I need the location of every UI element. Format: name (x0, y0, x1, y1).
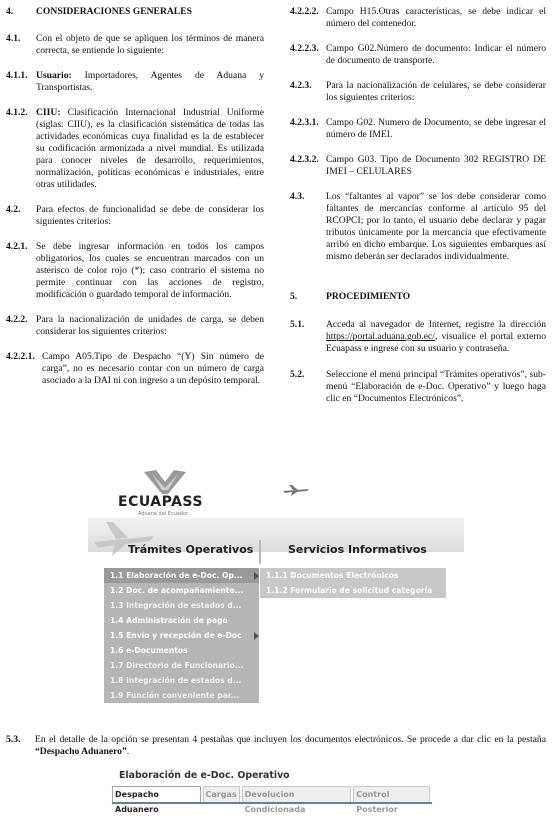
portal-url-link[interactable]: https://portal.aduana.gob.ec/ (326, 331, 435, 342)
tab-control-posterior[interactable]: Control Posterior (353, 786, 430, 802)
heading-text: CONSIDERACIONES GENERALES (36, 6, 192, 17)
item-4-2-2-1 (6, 351, 264, 387)
item-number: 4.1. (6, 33, 21, 44)
ecuapass-logo-icon (142, 468, 188, 496)
item-4-2-2-2 (290, 6, 546, 30)
term-definition: Importadores, Agentes de Aduana y Transportistas. (36, 70, 264, 93)
item-4-2-3-2 (290, 154, 546, 178)
menu-item-1-1[interactable]: 1.1 Elaboración de e-Doc. Op... (104, 568, 259, 583)
item-4-2 (6, 204, 264, 228)
item-text: Para efectos de funcionalidad se debe de considerar los siguientes criterios: (36, 204, 264, 227)
menu-item-1-9[interactable]: 1.9 Función conveniente par... (110, 691, 240, 700)
item-text: Campo G02.Número de documento: Indicar el número de documento de transporte. (326, 43, 546, 66)
heading-text: PROCEDIMIENTO (326, 291, 411, 302)
item-text (326, 319, 546, 355)
menu-item-1-7[interactable]: 1.7 Directorio de Funcionario... (110, 661, 244, 670)
item-text: Para la nacionalización de unidades de carga, se deben considerar los siguientes criterios: (36, 314, 264, 337)
item-4-2-1 (6, 241, 264, 301)
tab-tramites-operativos[interactable]: Trámites Operativos (128, 543, 254, 556)
menu-item-1-3[interactable]: 1.3 Integración de estados d... (110, 601, 242, 610)
tab-cargas[interactable]: Cargas (203, 786, 240, 802)
item-text (35, 734, 546, 758)
submenu-arrow-icon (254, 632, 259, 640)
item-text: Para la nacionalización de celulares, se debe considerar los siguientes criterios: (326, 80, 546, 103)
ecuapass-portal-screenshot (88, 464, 464, 704)
tab-despacho-aduanero[interactable]: Despacho Aduanero (112, 786, 201, 802)
item-text: Campo G02. Numero de Documento, se debe ingresar el número de IMEI. (326, 117, 546, 140)
item-text: Campo H15.Otras características, se debe indicar el número del contenedor. (326, 6, 546, 29)
item-number: 4.2.2.1. (6, 351, 35, 362)
bold-tab-name: “Despacho Aduanero” (35, 746, 127, 757)
item-number: 4. (6, 6, 14, 17)
term-label: Usuario: (36, 70, 72, 81)
item-number: 5.3. (6, 734, 21, 745)
menu-item-1-4[interactable]: 1.4 Administración de pago (110, 616, 228, 625)
screen-title: Elaboración de e-Doc. Operativo (119, 770, 290, 781)
item-4-2-3 (290, 80, 546, 104)
item-text: Se debe ingresar información en todos los campos obligatorios, los cuales se encuentran marcados con un asterisco de color rojo (*); caso contrario el sistema no permite continuar con las acciones de registro, modificación o guardado temporal de información. (36, 241, 264, 300)
item-number: 5.2. (290, 369, 305, 380)
item-text: Con el objeto de que se apliquen los términos de manera correcta, se entiende lo siguiente: (36, 33, 264, 56)
item-4-2-3-1 (290, 117, 546, 141)
item-number: 4.2.3.1. (290, 117, 319, 128)
text-after-bold: . (126, 746, 130, 757)
item-text: Los “faltantes al vapor” se los debe considerar como faltantes de mercancías conforme al artículo 95 del RCOPCI; por lo tanto, el usuario debe declarar y pagar tributos únicamente por la mercancía que efectivamente arribó en dicho embarque. Los siguientes embarques así mismo deberán ser declarados individualmente. (326, 191, 546, 262)
item-5-1 (290, 319, 546, 355)
term-label: CIIU: (36, 107, 61, 118)
tab-devolucion-condicionada[interactable]: Devolucion Condicionada (242, 786, 352, 802)
item-number: 4.2.2.2. (290, 6, 319, 17)
tramites-submenu (104, 568, 259, 703)
elaboracion-submenu (260, 568, 446, 598)
item-4-1-1 (6, 70, 264, 94)
text-before-link: Acceda al navegador de Internet, registre la dirección (326, 319, 546, 330)
tab-servicios-informativos[interactable]: Servicios Informativos (288, 543, 427, 556)
right-column (290, 6, 546, 417)
item-4-2-2-3 (290, 43, 546, 67)
logo-tagline: Aduana del Ecuador (138, 511, 189, 517)
submenu-item-documentos-electronicos[interactable]: 1.1.1 Documentos Electrónicos (266, 571, 399, 580)
item-text (36, 70, 264, 94)
item-number: 4.1.1. (6, 70, 28, 81)
item-number: 4.2. (6, 204, 21, 215)
item-number: 5. (290, 291, 298, 302)
item-4-2-2 (6, 314, 264, 338)
menu-item-1-5[interactable]: 1.5 Envío y recepción de e-Doc (110, 631, 242, 640)
item-5-3 (6, 734, 546, 758)
e-doc-tabs-screenshot (112, 770, 432, 814)
item-4-1 (6, 33, 264, 57)
item-number: 4.2.2.3. (290, 43, 319, 54)
left-column (6, 6, 264, 399)
item-number: 4.2.1. (6, 241, 28, 252)
menu-item-1-8[interactable]: 1.8 Integración de estados d... (110, 676, 242, 685)
submenu-item-formulario-solicitud[interactable]: 1.1.2 Formulario de solicitud categoría (266, 586, 433, 595)
text-after-link: , visualice el portal externo Ecuapass e ingrese con su usuario y contraseña. (326, 331, 546, 354)
item-text: Campo A05.Tipo de Despacho “(Y) Sin número de carga”, no es necesario contar con un número de carga asociado a la DAI ni con ingreso a un depósito temporal. (42, 351, 264, 386)
term-definition: Clasificación Internacional Industrial Uniforme (siglas: CIIU), es la clasificación sistemática de todas las actividades económicas cuya finalidad es la de establecer su codificación armonizada a nivel mundial. Es utilizada para conocer niveles de desarrollo, requerimientos, normalización, políticas económicas e industriales, entre otras utilidades. (36, 107, 264, 190)
item-4-1-2 (6, 107, 264, 191)
menu-item-1-6[interactable]: 1.6 e-Documentos (110, 646, 188, 655)
item-5-2 (290, 369, 546, 405)
logo-text: ECUAPASS (118, 494, 203, 510)
item-number: 4.3. (290, 191, 305, 202)
submenu-arrow-icon (254, 572, 259, 580)
section-5-heading (290, 291, 546, 303)
section-4-heading (6, 6, 264, 18)
item-number: 4.2.3. (290, 80, 312, 91)
item-text (36, 107, 264, 191)
item-number: 4.1.2. (6, 107, 28, 118)
text-before-bold: En el detalle de la opción se presentan 4 pestañas que incluyen los documentos electrónicos. Se procede a dar clic en la pestaña (35, 734, 546, 745)
item-number: 5.1. (290, 319, 305, 330)
item-text: Seleccione el menú principal “Trámites operativos”, sub-menú “Elaboración de e-Doc. Operativo” y luego haga clic en “Documentos Electrónicos”. (326, 369, 546, 404)
item-number: 4.2.2. (6, 314, 28, 325)
airplane-icon (283, 484, 309, 496)
tab-divider (259, 540, 261, 564)
item-4-3 (290, 191, 546, 263)
menu-item-1-2[interactable]: 1.2 Doc. de acompañamiento... (110, 586, 244, 595)
item-text: Campo G03. Tipo de Documento 302 REGISTRO DE IMEI – CELULARES (326, 154, 546, 177)
tab-bar (112, 786, 432, 814)
item-number: 4.2.3.2. (290, 154, 319, 165)
